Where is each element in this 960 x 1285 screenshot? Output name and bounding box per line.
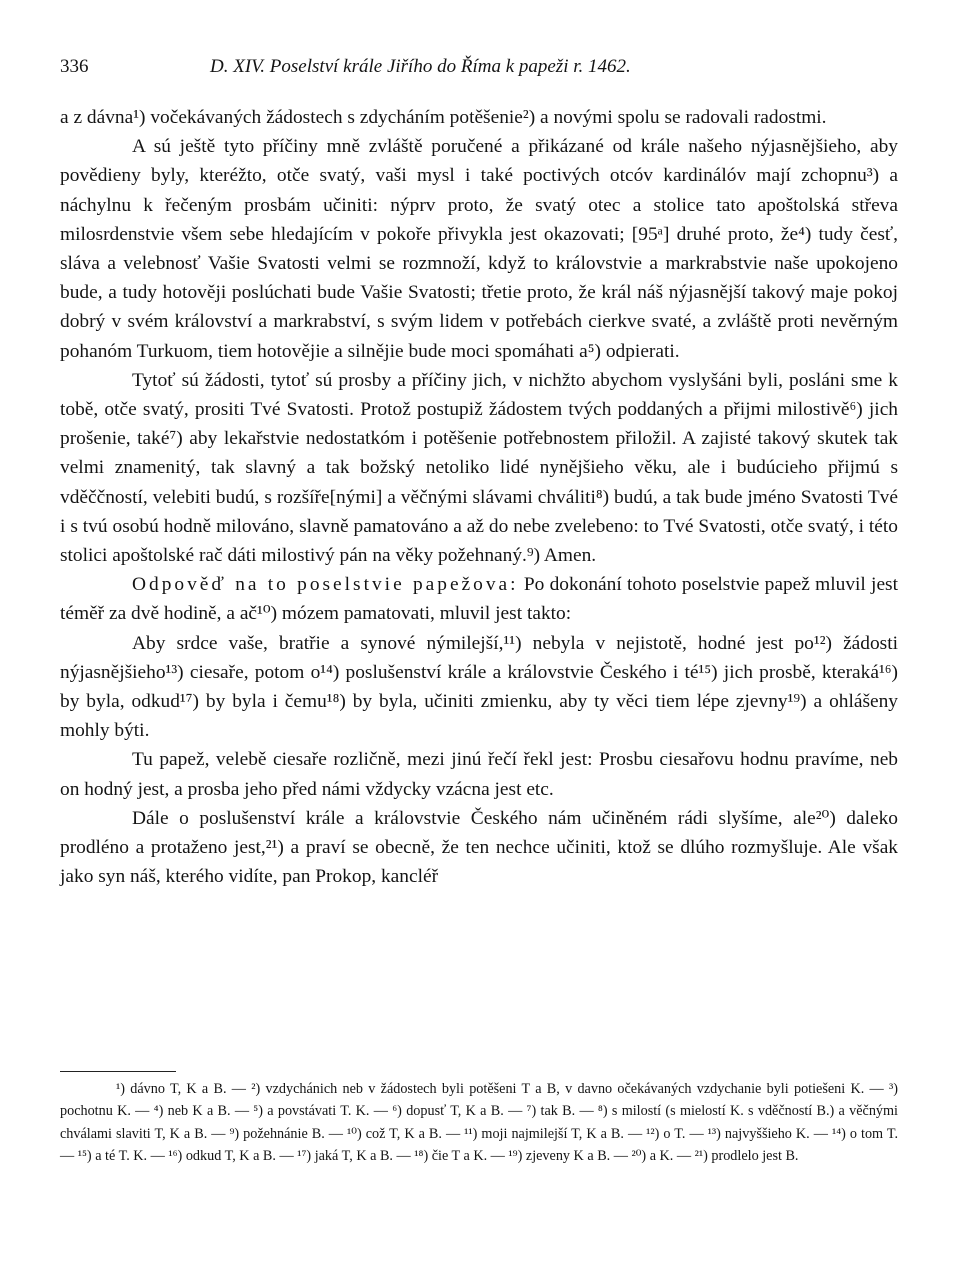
paragraph: a z dávna¹) vočekávaných žádostech s zdycháním potěšenie²) a novými spolu se radovali radostmi. bbox=[60, 107, 827, 128]
paragraph: Aby srdce vaše, bratřie a synové nýmilejší,¹¹) nebyla v nejistotě, hodné jest po¹²) žádosti nýjasnějšieho¹³) ciesaře, potom o¹⁴) poslušenství krále a královstvie Českého i té¹⁵) jich prosbě, kteraká¹⁶) by byla, odkud¹⁷) by byla i čemu¹⁸) by byla, učiniti zmienku, aby ty věci tiem lépe zjevny¹⁹) a ohlášeny mohly býti. bbox=[60, 632, 898, 742]
footnote-text: ¹) dávno T, K a B. — ²) vzdychánich neb v žádostech byli potěšeni T a B, v davno očekávaných vzdychanie byli potiešeni K. — ³) pochotnu K. — ⁴) neb K a B. — ⁵) a povstávati T. K. — ⁶) dopusť T, K a B. — ⁷) tak B. — ⁸) s milostí (s mielostí K. s vděčností B.) a věčnými chválami slaviti T, K a B. — ⁹) požehnánie B. — ¹⁰) což T, K a B. — ¹¹) moji najmilejší T, K a B. — ¹²) o T. — ¹³) najvyššieho K. — ¹⁴) o tom T. — ¹⁵) a té T. K. — ¹⁶) odkud T, K a B. — ¹⁷) jaká T, K a B. — ¹⁸) čie T a K. — ¹⁹) zjeveny K a B. — ²⁰) a K. — ²¹) prodlelo jest B. bbox=[60, 1081, 898, 1164]
running-title: D. XIV. Poselství krále Jiřího do Říma k papeži r. 1462. bbox=[210, 56, 631, 77]
paragraph: A sú ještě tyto příčiny mně zvláště poručené a přikázané od krále našeho nýjasnějšieho, aby povědieny byly, kteréžto, otče svatý, vaši mysl i také poctivých otcóv kardinálóv mají zchopnu³) a náchylnu k řečeným prosbám učiniti: nýprv proto, že svatý otec a stolice tato apoštolská střeva milosrdenstvie všem sebe hledajícím v pokoře přivykla jest okazovati; [95ᵃ] druhé proto, že⁴) tudy česť, sláva a velebnosť Vašie Svatosti velmi se rozmnoží, když to královstvie a markrabstvie naše upokojeno bude, a tudy hotověji poslúchati bude Vašie Svatosti; třetie proto, že král náš nýjasnější takový maje pokoj dobrý v svém království a markrabství, s svým lidem v potřebách cierkve svaté, a zvláště proti nevěrným pohanóm Turkuom, tiem hotovějie a silnějie bude moci spomáhati a⁵) odpierati. bbox=[60, 136, 898, 362]
footnote-divider bbox=[60, 1071, 176, 1072]
paragraph: Dále o poslušenství krále a královstvie Českého nám učiněném rádi slyšíme, ale²⁰) daleko prodléno a protaženo jest,²¹) a praví se obecně, že ten nechce učiniti, ktož se dlúho rozmyšluje. Ale však jako syn náš, kterého vidíte, pan Prokop, kancléř bbox=[60, 807, 898, 888]
reply-heading: Odpověď na to poselstvie papežova: bbox=[132, 574, 519, 596]
main-text bbox=[60, 103, 898, 891]
paragraph: Tu papež, velebě ciesaře rozličně, mezi jinú řečí řekl jest: Prosbu ciesařovu hodnu pravíme, neb on hodný jest, a prosba jeho před námi vždycky vzácna jest etc. bbox=[60, 749, 898, 800]
paragraph: Tytoť sú žádosti, tytoť sú prosby a příčiny jich, v nichžto abychom vyslyšáni byli, posláni sme k tobě, otče svatý, prositi Tvé Svatosti. Protož postupiž žádostem tvých poddaných a přijmi milostivě⁶) jich prošenie, také⁷) aby lekařstvie nedostatkóm i potěšenie potřebnostem přiložil. A zajisté takový skutek tak velmi znamenitý, tak slavný a tak božský netoliko lidé nynějšieho věku, ale i budúcieho přijmú s vděččností, velebiti budú, s rozšíře[nými] a věčnými slávami chváliti⁸) budú, a tak bude jméno Svatosti Tvé i s tvú osobú hodně milováno, slavně pamatováno a až do nebe zvelebeno: to Tvé Svatosti, otče svatý, i této stolici apoštolské rač dáti milostivý pán na věky požehnaný.⁹) Amen. bbox=[60, 369, 898, 567]
running-header bbox=[60, 56, 900, 82]
footnotes bbox=[60, 1078, 898, 1167]
reply-text: Po dokonání tohoto poselstvie papež mluvil jest téměř za dvě hodině, a ač¹⁰) mózem pamatovati, mluvil jest takto: bbox=[60, 574, 898, 625]
reply-paragraph bbox=[60, 570, 898, 628]
page-number: 336 bbox=[60, 56, 89, 77]
